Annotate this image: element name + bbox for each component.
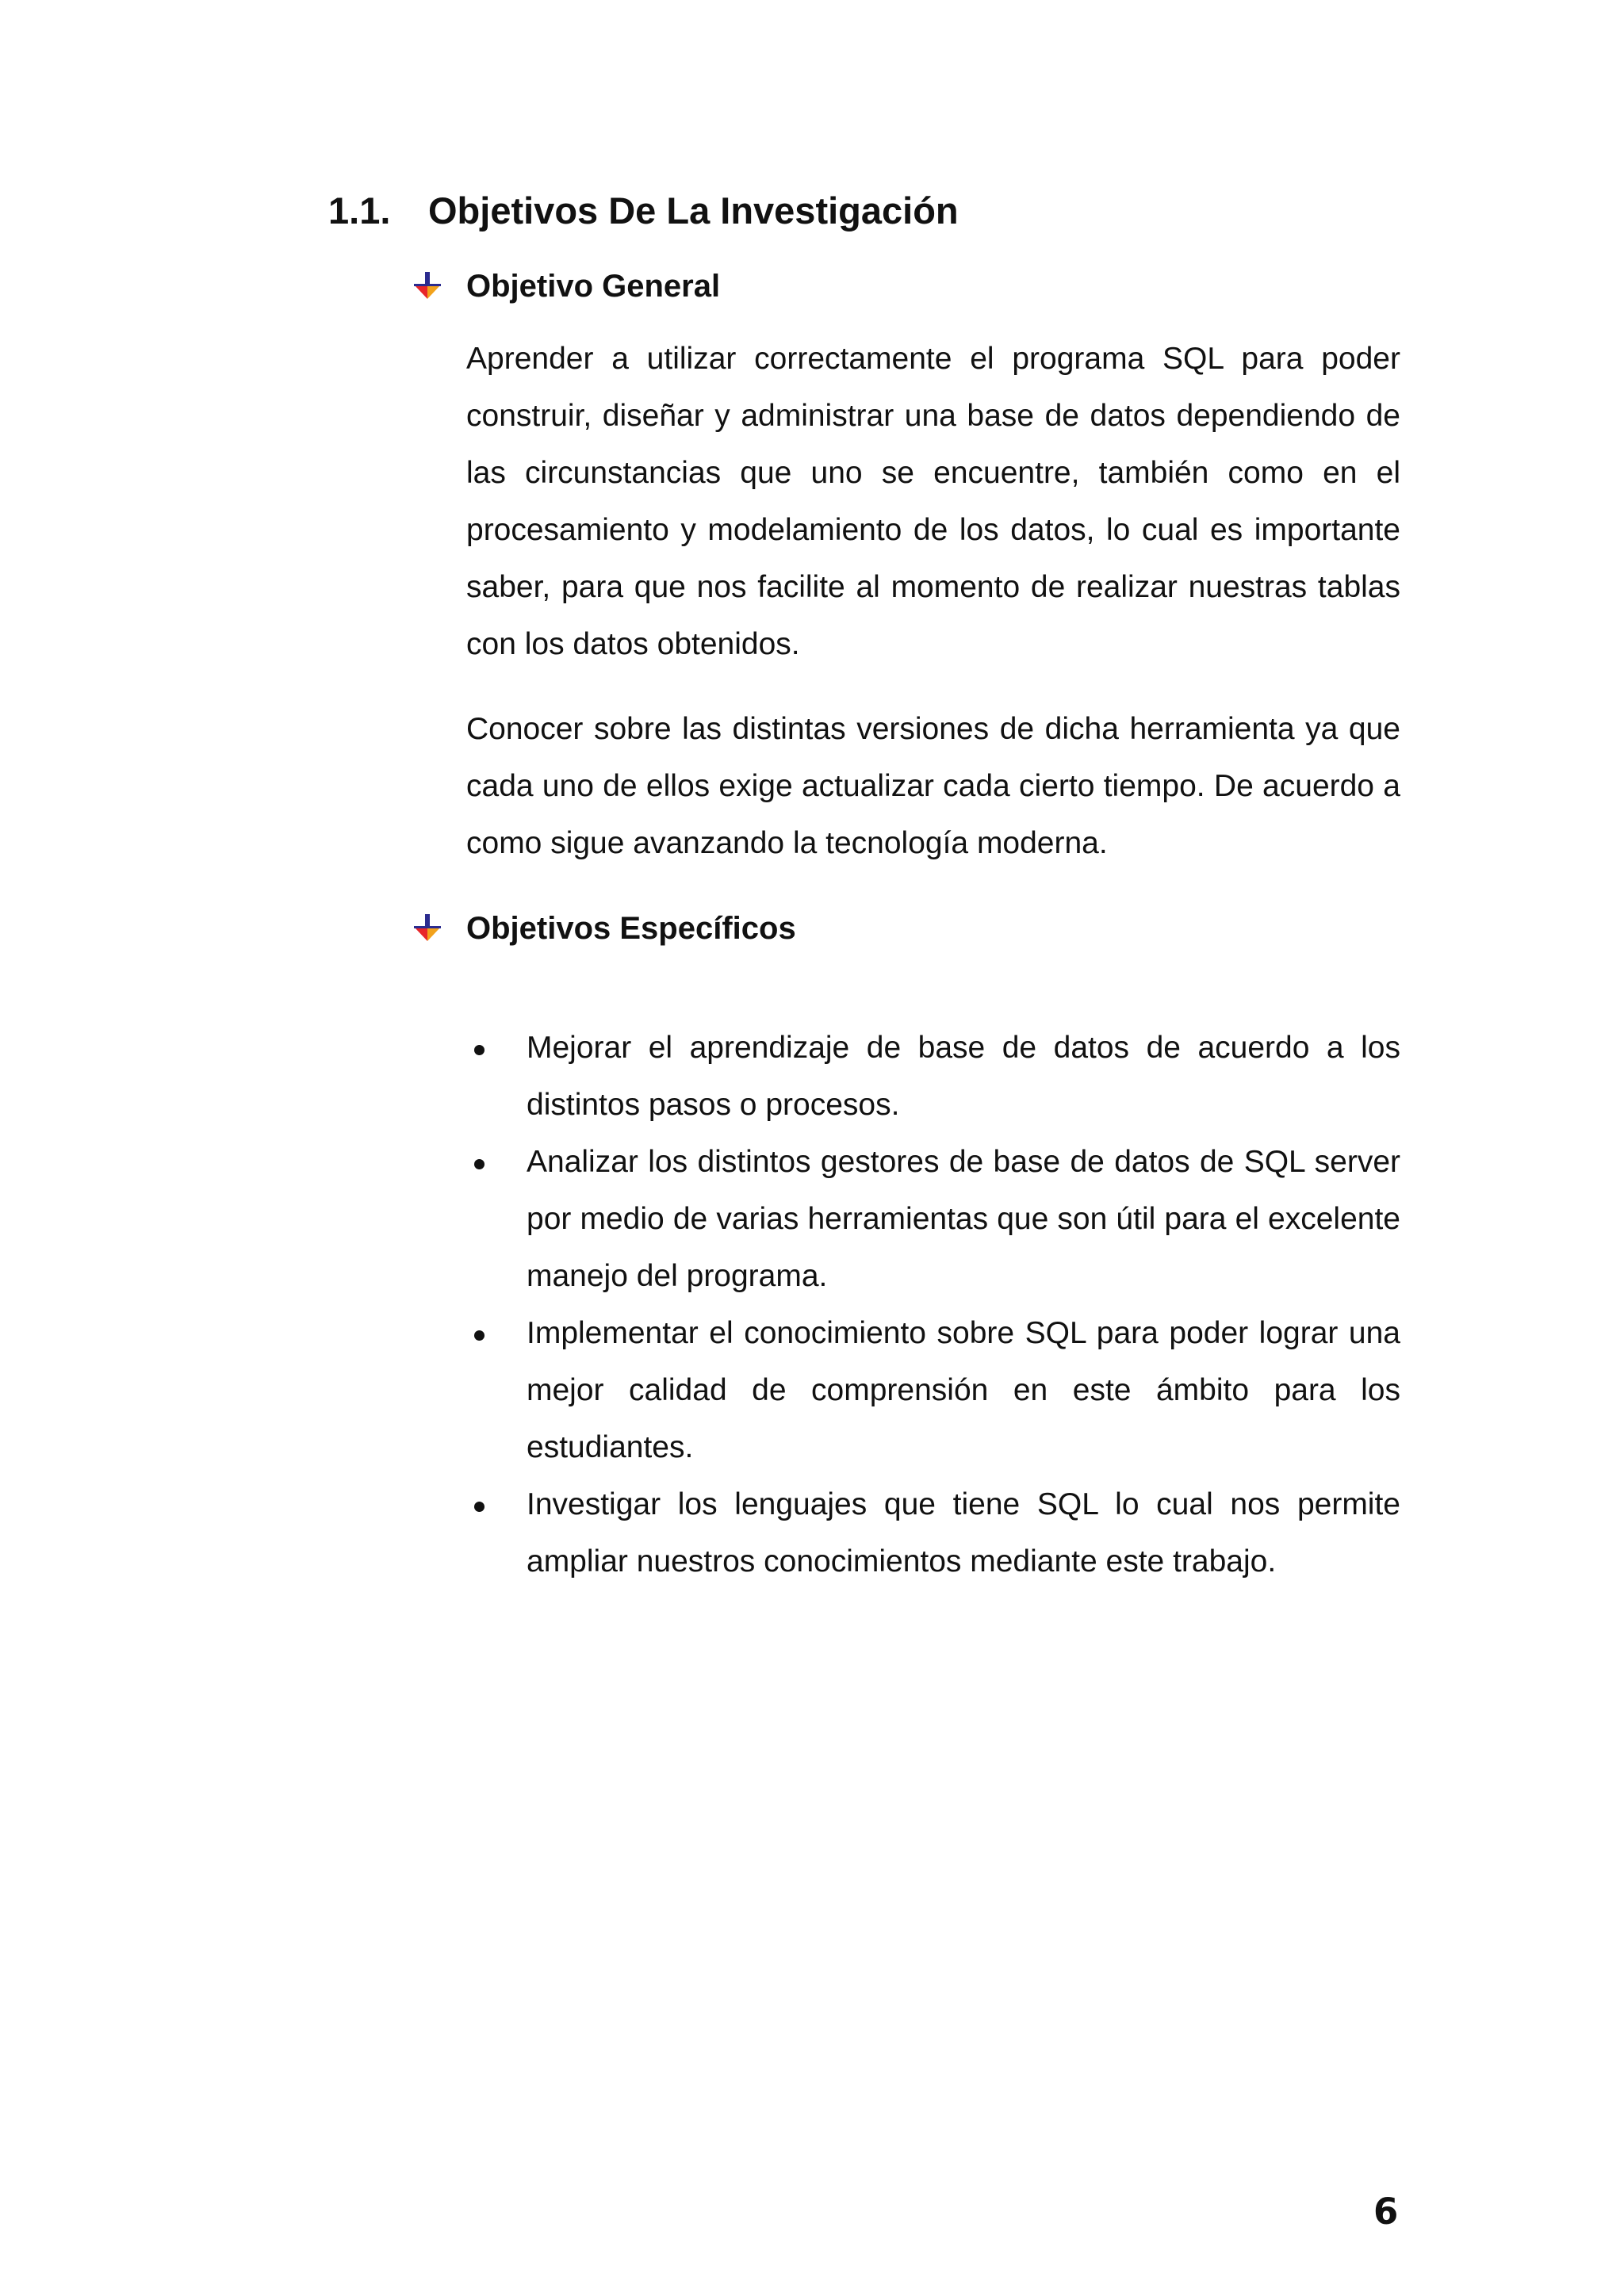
list-item-text: Investigar los lenguajes que tiene SQL lo cual nos permite ampliar nuestros conocimientos mediante este trabajo. bbox=[527, 1487, 1400, 1578]
list-item-text: Analizar los distintos gestores de base de datos de SQL server por medio de varias herramientas que son útil para el excelente manejo del programa. bbox=[527, 1145, 1400, 1293]
section-title: Objetivos De La Investigación bbox=[428, 189, 959, 232]
list-item bbox=[466, 1476, 1400, 1590]
bullet-dot-icon bbox=[474, 1330, 485, 1341]
list-item-text: Mejorar el aprendizaje de base de datos de acuerdo a los distintos pasos o procesos. bbox=[527, 1031, 1400, 1122]
bullet-dot-icon bbox=[474, 1045, 485, 1055]
arrow-down-icon bbox=[412, 272, 442, 300]
list-item bbox=[466, 1134, 1400, 1305]
subheading-label: Objetivos Específicos bbox=[466, 911, 796, 946]
subheading-objetivos-especificos bbox=[412, 906, 796, 951]
paragraph: Conocer sobre las distintas versiones de dicha herramienta ya que cada uno de ellos exige actualizar cada cierto tiempo. De acuerdo a como sigue avanzando la tecnología moderna. bbox=[466, 712, 1400, 860]
list-item bbox=[466, 1305, 1400, 1476]
section-number: 1.1. bbox=[328, 189, 391, 232]
bullet-list bbox=[466, 1020, 1400, 1590]
list-item-text: Implementar el conocimiento sobre SQL para poder lograr una mejor calidad de comprensión en este ámbito para los estudiantes. bbox=[527, 1316, 1400, 1464]
list-item bbox=[466, 1020, 1400, 1134]
bullet-dot-icon bbox=[474, 1159, 485, 1169]
bullet-dot-icon bbox=[474, 1502, 485, 1512]
page-number: 6 bbox=[1373, 2191, 1399, 2233]
subheading-label: Objetivo General bbox=[466, 269, 721, 304]
arrow-down-icon bbox=[412, 914, 442, 943]
subheading-objetivo-general bbox=[412, 264, 720, 308]
paragraph: Aprender a utilizar correctamente el programa SQL para poder construir, diseñar y administrar una base de datos dependiendo de las circunstancias que uno se encuentre, también como en el procesamiento y modelamiento de los datos, lo cual es importante saber, para que nos facilite al momento de realizar nuestras tablas con los datos obtenidos. bbox=[466, 342, 1400, 661]
section-heading bbox=[328, 187, 959, 235]
